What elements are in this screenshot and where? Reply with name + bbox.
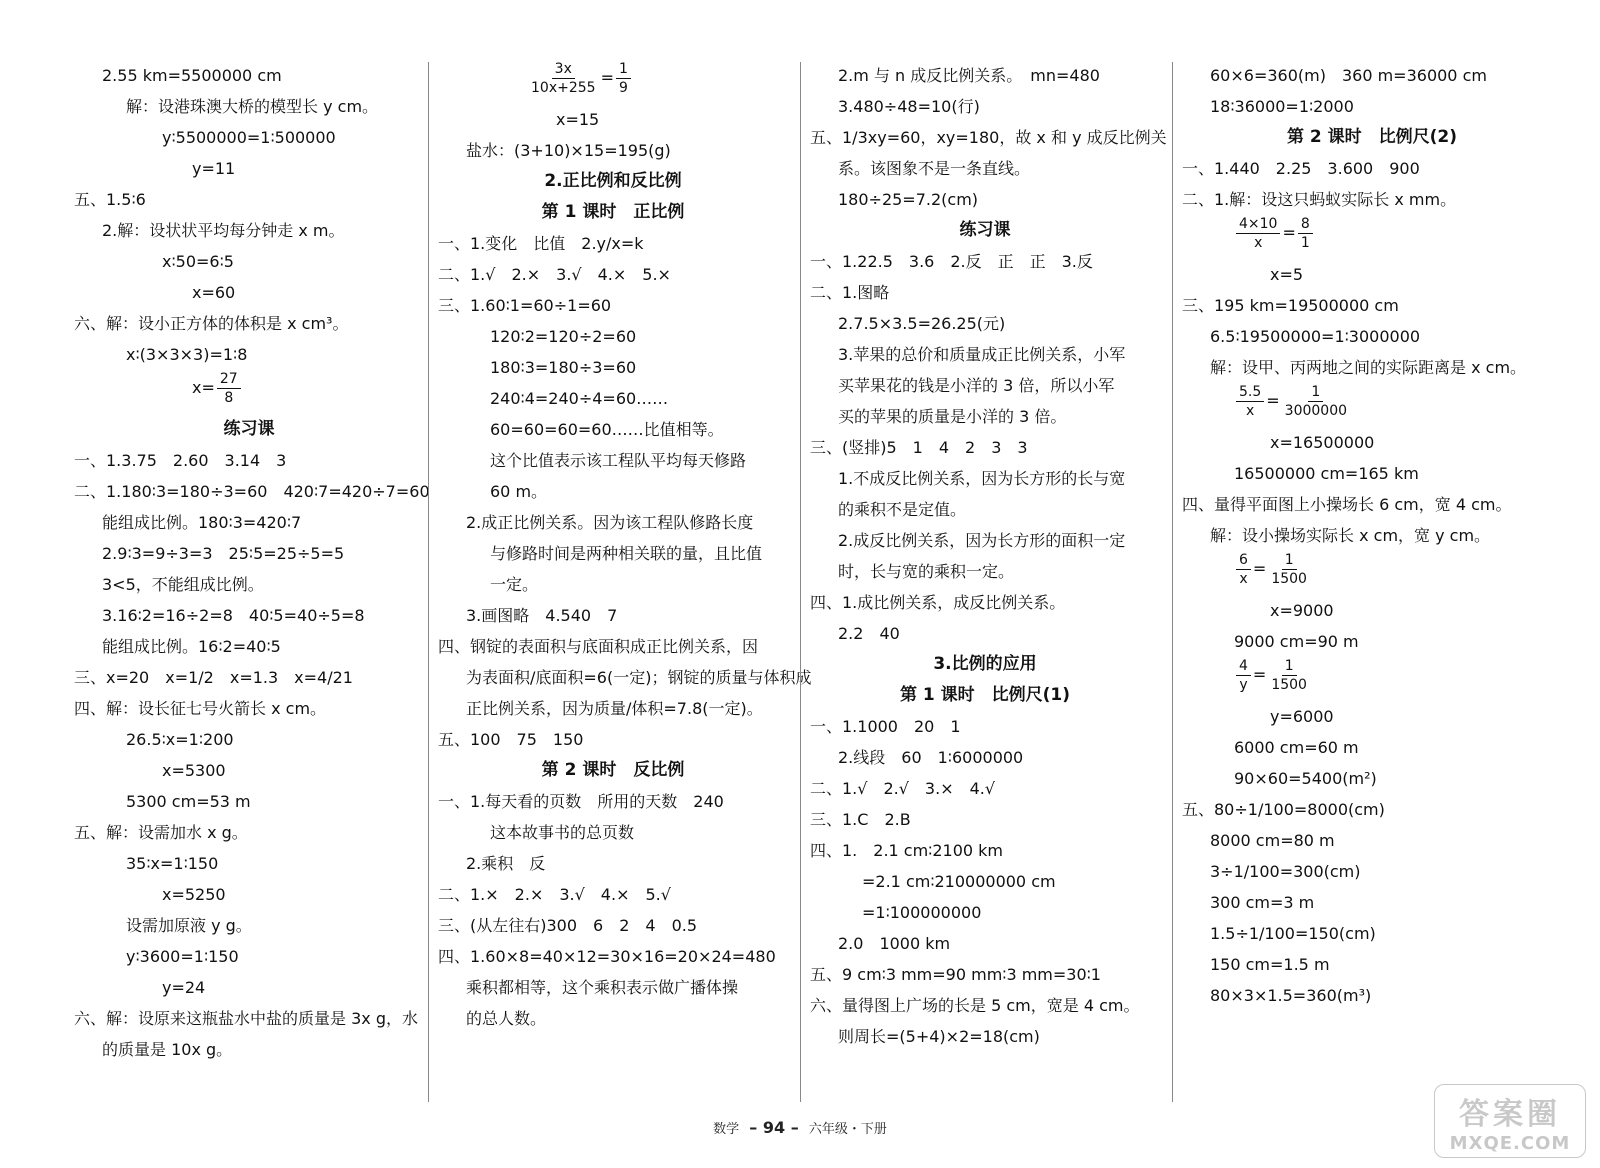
answer-text: 四、1.60×8=40×12=30×16=20×24=480 bbox=[438, 947, 776, 966]
answer-text: 时，长与宽的乘积一定。 bbox=[838, 562, 1015, 581]
answer-text: 2.乘积 反 bbox=[466, 854, 546, 873]
answer-text: 26.5∶x=1∶200 bbox=[126, 730, 234, 749]
answer-text: 2.解：设状状平均每分钟走 x m。 bbox=[102, 221, 345, 240]
fraction-numerator: 6 bbox=[1236, 551, 1251, 570]
answer-text: 2.正比例和反比例 bbox=[544, 171, 682, 191]
footer-subject: 数学 bbox=[713, 1122, 740, 1137]
answer-text: 五、解：设需加水 x g。 bbox=[74, 823, 248, 842]
fraction-numerator: 1 bbox=[1282, 657, 1297, 676]
section-heading bbox=[810, 649, 1160, 680]
answer-text: 五、1/3xy=60，xy=180，故 x 和 y 成反比例关 bbox=[810, 128, 1167, 147]
answer-line bbox=[1182, 259, 1562, 290]
fraction-denominator: 9 bbox=[618, 80, 628, 96]
answer-text: 2.2 40 bbox=[838, 624, 900, 643]
answer-text: 3÷1/100=300(cm) bbox=[1210, 862, 1361, 881]
fraction bbox=[616, 60, 631, 97]
answer-text: 能组成比例。180∶3=420∶7 bbox=[102, 513, 302, 532]
page-number: – 94 – bbox=[749, 1118, 799, 1137]
answer-line bbox=[74, 153, 424, 184]
section-heading bbox=[438, 166, 788, 197]
answer-text: 三、1.C 2.B bbox=[810, 810, 911, 829]
answer-text: y=11 bbox=[192, 159, 236, 178]
answer-text: 解：设甲、丙两地之间的实际距离是 x cm。 bbox=[1210, 358, 1527, 377]
answer-text: 二、1.√ 2.× 3.√ 4.× 5.× bbox=[438, 265, 671, 284]
answer-text: 1.5÷1/100=150(cm) bbox=[1210, 924, 1376, 943]
answer-line bbox=[1182, 489, 1562, 520]
fraction-numerator: 1 bbox=[1282, 551, 1297, 570]
answer-line bbox=[810, 835, 1160, 866]
fraction-denominator: x bbox=[1245, 403, 1255, 419]
answer-line bbox=[438, 352, 788, 383]
answer-line bbox=[1182, 918, 1562, 949]
answer-text: 35∶x=1∶150 bbox=[126, 854, 219, 873]
answer-line bbox=[438, 414, 788, 445]
answer-line bbox=[438, 910, 788, 941]
answer-line bbox=[74, 693, 424, 724]
footer-grade: 六年级・下册 bbox=[808, 1122, 887, 1137]
answer-text: 六、量得图上广场的长是 5 cm，宽是 4 cm。 bbox=[810, 996, 1140, 1015]
answer-line bbox=[74, 476, 430, 507]
answer-line bbox=[810, 897, 1160, 928]
answer-line bbox=[810, 587, 1160, 618]
section-heading bbox=[1182, 122, 1562, 153]
answer-line bbox=[74, 569, 424, 600]
fraction bbox=[1268, 551, 1310, 588]
answer-text: 一、1.变化 比值 2.y/x=k bbox=[438, 234, 644, 253]
answer-text: 四、1.成比例关系，成反比例关系。 bbox=[810, 593, 1066, 612]
answer-line bbox=[74, 507, 424, 538]
answer-line bbox=[438, 879, 788, 910]
answer-text: 三、(竖排)5 1 4 2 3 3 bbox=[810, 438, 1028, 457]
fraction bbox=[528, 60, 599, 97]
answer-text: 一、1.22.5 3.6 2.反 正 正 3.反 bbox=[810, 252, 1093, 271]
watermark-text: 答案圈 bbox=[1459, 1096, 1561, 1132]
answer-text: 6.5∶19500000=1∶3000000 bbox=[1210, 327, 1421, 346]
answer-text: 系。该图象不是一条直线。 bbox=[838, 159, 1031, 178]
answer-text: 买苹果花的钱是小洋的 3 倍，所以小军 bbox=[838, 376, 1115, 395]
answer-text: 练习课 bbox=[959, 220, 1011, 240]
answer-line bbox=[810, 246, 1160, 277]
answer-text: 与修路时间是两种相关联的量，且比值 bbox=[490, 544, 763, 563]
answer-text: 1.不成反比例关系，因为长方形的长与宽 bbox=[838, 469, 1126, 488]
answer-line bbox=[74, 308, 424, 339]
answer-text: 6000 cm=60 m bbox=[1234, 738, 1359, 757]
answer-line bbox=[74, 184, 424, 215]
answer-text: 2.0 1000 km bbox=[838, 934, 951, 953]
answer-text: 60×6=360(m) 360 m=36000 cm bbox=[1210, 66, 1487, 85]
answer-text: 的乘积不是定值。 bbox=[838, 500, 967, 519]
answer-text: x∶50=6∶5 bbox=[162, 252, 234, 271]
answer-line bbox=[74, 370, 424, 414]
answer-text: y=6000 bbox=[1270, 707, 1334, 726]
answer-line bbox=[810, 153, 1160, 184]
fraction-denominator: 1500 bbox=[1271, 677, 1307, 693]
answer-line bbox=[438, 1003, 788, 1034]
answer-text: 3<5，不能组成比例。 bbox=[102, 575, 264, 594]
answer-text: 150 cm=1.5 m bbox=[1210, 955, 1330, 974]
fraction-numerator: 5.5 bbox=[1236, 383, 1264, 402]
answer-line bbox=[438, 569, 788, 600]
answer-text: x∶(3×3×3)=1∶8 bbox=[126, 345, 248, 364]
answer-line bbox=[438, 786, 788, 817]
fraction-denominator: 1 bbox=[1300, 235, 1310, 251]
answer-text: 六、解：设小正方体的体积是 x cm³。 bbox=[74, 314, 349, 333]
answer-text: 二、1.180∶3=180÷3=60 420∶7=420÷7=60 bbox=[74, 482, 430, 501]
answer-text: 3.16∶2=16÷2=8 40∶5=40÷5=8 bbox=[102, 606, 365, 625]
answer-line bbox=[438, 135, 788, 166]
answer-line bbox=[1182, 657, 1562, 701]
answer-text: x=9000 bbox=[1270, 601, 1334, 620]
answer-line bbox=[1182, 701, 1562, 732]
answer-text: 练习课 bbox=[223, 419, 275, 439]
answer-line bbox=[810, 401, 1160, 432]
answer-line bbox=[810, 1021, 1160, 1052]
answer-line bbox=[74, 972, 424, 1003]
equation-text: x= bbox=[192, 378, 215, 397]
answer-line bbox=[74, 848, 424, 879]
answer-text: 三、1.60∶1=60÷1=60 bbox=[438, 296, 612, 315]
answer-text: 2.7.5×3.5=26.25(元) bbox=[838, 314, 1006, 333]
answer-line bbox=[810, 556, 1160, 587]
answer-text: 五、1.5∶6 bbox=[74, 190, 146, 209]
answer-text: 180÷25=7.2(cm) bbox=[838, 190, 979, 209]
answer-line bbox=[1182, 887, 1562, 918]
answer-text: 乘积都相等，这个乘积表示做广播体操 bbox=[466, 978, 739, 997]
column-divider bbox=[428, 62, 429, 1102]
answer-line bbox=[1182, 458, 1562, 489]
fraction bbox=[1268, 657, 1310, 694]
answer-text: 六、解：设原来这瓶盐水中盐的质量是 3x g，水 bbox=[74, 1009, 418, 1028]
answer-text: =2.1 cm∶210000000 cm bbox=[862, 872, 1056, 891]
answer-line bbox=[438, 259, 788, 290]
answer-text: 60 m。 bbox=[490, 482, 548, 501]
answer-line bbox=[74, 662, 424, 693]
answer-text: 盐水：(3+10)×15=195(g) bbox=[466, 141, 671, 160]
answer-text: x=5250 bbox=[162, 885, 226, 904]
answer-text: y∶5500000=1∶500000 bbox=[162, 128, 336, 147]
answer-line bbox=[1182, 595, 1562, 626]
answer-line bbox=[1182, 215, 1562, 259]
section-heading bbox=[810, 215, 1160, 246]
answer-line bbox=[810, 277, 1160, 308]
answer-line bbox=[438, 600, 788, 631]
answer-text: 第 2 课时 反比例 bbox=[541, 760, 685, 780]
answer-text: =1∶100000000 bbox=[862, 903, 982, 922]
fraction-numerator: 4×10 bbox=[1236, 215, 1280, 234]
answer-text: 这个比值表示该工程队平均每天修路 bbox=[490, 451, 747, 470]
fraction bbox=[1236, 215, 1280, 252]
answer-line bbox=[438, 321, 788, 352]
answer-line bbox=[438, 972, 788, 1003]
answer-text: 240∶4=240÷4=60…… bbox=[490, 389, 669, 408]
answer-text: 2.成正比例关系。因为该工程队修路长度 bbox=[466, 513, 754, 532]
answer-text: 2.线段 60 1∶6000000 bbox=[838, 748, 1024, 767]
section-heading bbox=[74, 414, 424, 445]
answer-line bbox=[438, 383, 788, 414]
answer-line bbox=[438, 507, 788, 538]
answer-line bbox=[810, 928, 1160, 959]
answer-text: 三、(从左往右)300 6 2 4 0.5 bbox=[438, 916, 698, 935]
answer-line bbox=[810, 494, 1160, 525]
answer-text: 90×60=5400(m²) bbox=[1234, 769, 1377, 788]
fraction bbox=[217, 370, 241, 407]
fraction-denominator: 8 bbox=[224, 390, 234, 406]
answer-line bbox=[74, 122, 424, 153]
answer-line bbox=[1182, 290, 1562, 321]
answer-text: 第 1 课时 正比例 bbox=[541, 202, 685, 222]
answer-line bbox=[438, 817, 788, 848]
answer-text: 三、x=20 x=1/2 x=1.3 x=4/21 bbox=[74, 668, 353, 687]
answer-text: 300 cm=3 m bbox=[1210, 893, 1315, 912]
answer-line bbox=[1182, 383, 1562, 427]
fraction bbox=[1298, 215, 1313, 252]
answer-line bbox=[438, 693, 788, 724]
answer-text: 这本故事书的总页数 bbox=[490, 823, 635, 842]
answer-text: 3.苹果的总价和质量成正比例关系，小军 bbox=[838, 345, 1126, 364]
answer-text: y=24 bbox=[162, 978, 206, 997]
fraction-denominator: y bbox=[1239, 677, 1248, 693]
answer-line bbox=[74, 631, 424, 662]
equation-text: = bbox=[600, 68, 614, 87]
fraction-numerator: 3x bbox=[552, 60, 575, 79]
answer-line bbox=[438, 631, 788, 662]
answer-text: 8000 cm=80 m bbox=[1210, 831, 1335, 850]
answer-text: 一、1.440 2.25 3.600 900 bbox=[1182, 159, 1420, 178]
answer-line bbox=[1182, 732, 1562, 763]
answer-line bbox=[74, 538, 424, 569]
answer-text: 二、1.√ 2.√ 3.× 4.√ bbox=[810, 779, 996, 798]
answer-text: 18∶36000=1∶2000 bbox=[1210, 97, 1354, 116]
answer-line bbox=[1182, 60, 1562, 91]
answer-line bbox=[810, 959, 1160, 990]
answer-line bbox=[1182, 856, 1562, 887]
answer-text: 能组成比例。16∶2=40∶5 bbox=[102, 637, 281, 656]
answer-text: 一定。 bbox=[490, 575, 539, 594]
answer-text: 第 2 课时 比例尺(2) bbox=[1286, 127, 1458, 147]
answer-text: 为表面积/底面积=6(一定)；钢锭的质量与体积成 bbox=[466, 668, 812, 687]
answer-line bbox=[74, 879, 424, 910]
answer-text: 的质量是 10x g。 bbox=[102, 1040, 233, 1059]
answer-text: 2.55 km=5500000 cm bbox=[102, 66, 282, 85]
answer-line bbox=[1182, 520, 1562, 551]
answer-text: 四、1. 2.1 cm∶2100 km bbox=[810, 841, 1004, 860]
answer-text: 5300 cm=53 m bbox=[126, 792, 251, 811]
answer-line bbox=[1182, 626, 1562, 657]
answer-text: 3.480÷48=10(行) bbox=[838, 97, 980, 116]
answer-line bbox=[438, 476, 788, 507]
answer-line bbox=[74, 277, 424, 308]
answer-line bbox=[810, 339, 1160, 370]
answer-line bbox=[810, 370, 1160, 401]
answer-line bbox=[438, 445, 788, 476]
section-heading bbox=[438, 755, 788, 786]
watermark-logo bbox=[1434, 1084, 1586, 1158]
fraction-numerator: 1 bbox=[616, 60, 631, 79]
answer-line bbox=[1182, 980, 1562, 1011]
answer-line bbox=[74, 910, 424, 941]
answer-line bbox=[810, 990, 1160, 1021]
answer-text: 买的苹果的质量是小洋的 3 倍。 bbox=[838, 407, 1067, 426]
answer-line bbox=[438, 724, 788, 755]
fraction-denominator: 10x+255 bbox=[531, 80, 596, 96]
answer-line bbox=[810, 525, 1160, 556]
answer-text: 二、1.图略 bbox=[810, 283, 890, 302]
answer-line bbox=[1182, 763, 1562, 794]
answer-text: 16500000 cm=165 km bbox=[1234, 464, 1419, 483]
answer-line bbox=[74, 246, 424, 277]
answer-line bbox=[438, 941, 788, 972]
answer-line bbox=[74, 60, 424, 91]
answer-line bbox=[1182, 153, 1562, 184]
answer-text: 五、9 cm∶3 mm=90 mm∶3 mm=30∶1 bbox=[810, 965, 1101, 984]
column-divider bbox=[1172, 62, 1173, 1102]
fraction-numerator: 8 bbox=[1298, 215, 1313, 234]
answer-text: 120∶2=120÷2=60 bbox=[490, 327, 637, 346]
answer-text: 80×3×1.5=360(m³) bbox=[1210, 986, 1372, 1005]
answer-line bbox=[810, 432, 1160, 463]
column-divider bbox=[800, 62, 801, 1102]
answer-line bbox=[438, 104, 788, 135]
answer-line bbox=[810, 618, 1160, 649]
answer-text: 正比例关系，因为质量/体积=7.8(一定)。 bbox=[466, 699, 763, 718]
answer-line bbox=[810, 122, 1167, 153]
equation-text: = bbox=[1282, 223, 1296, 242]
answer-text: 二、1.解：设这只蚂蚁实际长 x mm。 bbox=[1182, 190, 1457, 209]
answer-text: 设需加原液 y g。 bbox=[126, 916, 252, 935]
watermark-url: MXQE.COM bbox=[1449, 1132, 1571, 1154]
answer-line bbox=[1182, 352, 1562, 383]
answer-text: y∶3600=1∶150 bbox=[126, 947, 239, 966]
fraction-numerator: 27 bbox=[217, 370, 241, 389]
answer-line bbox=[74, 786, 424, 817]
answer-line bbox=[1182, 949, 1562, 980]
answer-text: 四、解：设长征七号火箭长 x cm。 bbox=[74, 699, 327, 718]
answer-line bbox=[1182, 825, 1562, 856]
answer-line bbox=[74, 445, 424, 476]
fraction-denominator: x bbox=[1239, 571, 1248, 587]
answer-line bbox=[1182, 91, 1562, 122]
answer-line bbox=[74, 817, 424, 848]
answer-column-1 bbox=[74, 60, 430, 1100]
answer-text: 第 1 课时 比例尺(1) bbox=[899, 685, 1071, 705]
answer-line bbox=[1182, 321, 1562, 352]
answer-text: 五、100 75 150 bbox=[438, 730, 584, 749]
answer-text: 9000 cm=90 m bbox=[1234, 632, 1359, 651]
answer-text: 二、1.× 2.× 3.√ 4.× 5.√ bbox=[438, 885, 671, 904]
answer-text: 2.m 与 n 成反比例关系。 mn=480 bbox=[838, 66, 1100, 85]
answer-column-4 bbox=[1182, 60, 1562, 1100]
answer-line bbox=[438, 848, 788, 879]
answer-text: 60=60=60=60……比值相等。 bbox=[490, 420, 724, 439]
answer-text: x=60 bbox=[192, 283, 236, 302]
answer-line bbox=[438, 662, 812, 693]
answer-line bbox=[74, 724, 424, 755]
fraction-denominator: x bbox=[1254, 235, 1263, 251]
answer-line bbox=[74, 941, 424, 972]
answer-line bbox=[438, 290, 788, 321]
answer-text: 一、1.3.75 2.60 3.14 3 bbox=[74, 451, 287, 470]
answer-text: x=5 bbox=[1270, 265, 1304, 284]
answer-line bbox=[74, 91, 424, 122]
answer-line bbox=[1182, 551, 1562, 595]
fraction-numerator: 4 bbox=[1236, 657, 1251, 676]
fraction-denominator: 1500 bbox=[1271, 571, 1307, 587]
answer-line bbox=[810, 773, 1160, 804]
answer-text: 3.比例的应用 bbox=[933, 654, 1037, 674]
answer-text: 一、1.1000 20 1 bbox=[810, 717, 961, 736]
answer-text: 解：设小操场实际长 x cm，宽 y cm。 bbox=[1210, 526, 1491, 545]
answer-line bbox=[438, 538, 788, 569]
equation-text: = bbox=[1266, 391, 1280, 410]
answer-text: 的总人数。 bbox=[466, 1009, 547, 1028]
answer-text: x=15 bbox=[556, 110, 600, 129]
answer-text: 四、量得平面图上小操场长 6 cm，宽 4 cm。 bbox=[1182, 495, 1512, 514]
section-heading bbox=[438, 197, 788, 228]
answer-text: 一、1.每天看的页数 所用的天数 240 bbox=[438, 792, 724, 811]
answer-line bbox=[74, 1034, 424, 1065]
fraction-numerator: 1 bbox=[1308, 383, 1323, 402]
fraction-denominator: 3000000 bbox=[1284, 403, 1348, 419]
answer-line bbox=[74, 1003, 424, 1034]
equation-text: = bbox=[1252, 665, 1267, 684]
answer-line bbox=[810, 91, 1160, 122]
answer-text: 2.成反比例关系，因为长方形的面积一定 bbox=[838, 531, 1126, 550]
section-heading bbox=[810, 680, 1160, 711]
answer-text: 则周长=(5+4)×2=18(cm) bbox=[838, 1027, 1040, 1046]
answer-text: 2.9∶3=9÷3=3 25∶5=25÷5=5 bbox=[102, 544, 345, 563]
answer-line bbox=[74, 339, 424, 370]
answer-text: 解：设港珠澳大桥的模型长 y cm。 bbox=[126, 97, 379, 116]
answer-line bbox=[810, 711, 1160, 742]
fraction bbox=[1236, 551, 1251, 588]
answer-text: 3.画图略 4.540 7 bbox=[466, 606, 618, 625]
answer-line bbox=[810, 463, 1160, 494]
page-footer bbox=[0, 1118, 1600, 1137]
answer-line bbox=[74, 755, 424, 786]
answer-line bbox=[810, 804, 1160, 835]
answer-line bbox=[810, 866, 1160, 897]
fraction bbox=[1236, 657, 1251, 694]
answer-text: 180∶3=180÷3=60 bbox=[490, 358, 637, 377]
answer-line bbox=[810, 308, 1160, 339]
answer-column-3 bbox=[810, 60, 1167, 1100]
answer-line bbox=[438, 60, 788, 104]
answer-line bbox=[1182, 794, 1562, 825]
equation-text: = bbox=[1252, 559, 1267, 578]
answer-line bbox=[810, 742, 1160, 773]
answer-text: 四、钢锭的表面积与底面积成正比例关系，因 bbox=[438, 637, 759, 656]
answer-line bbox=[438, 228, 788, 259]
answer-text: x=5300 bbox=[162, 761, 226, 780]
answer-line bbox=[74, 600, 424, 631]
answer-line bbox=[1182, 427, 1562, 458]
answer-line bbox=[810, 60, 1160, 91]
fraction bbox=[1282, 383, 1350, 420]
answer-column-2 bbox=[438, 60, 812, 1100]
fraction bbox=[1236, 383, 1264, 420]
answer-line bbox=[810, 184, 1160, 215]
answer-text: 三、195 km=19500000 cm bbox=[1182, 296, 1399, 315]
answer-text: x=16500000 bbox=[1270, 433, 1375, 452]
answer-text: 五、80÷1/100=8000(cm) bbox=[1182, 800, 1385, 819]
answer-line bbox=[1182, 184, 1562, 215]
answer-line bbox=[74, 215, 424, 246]
